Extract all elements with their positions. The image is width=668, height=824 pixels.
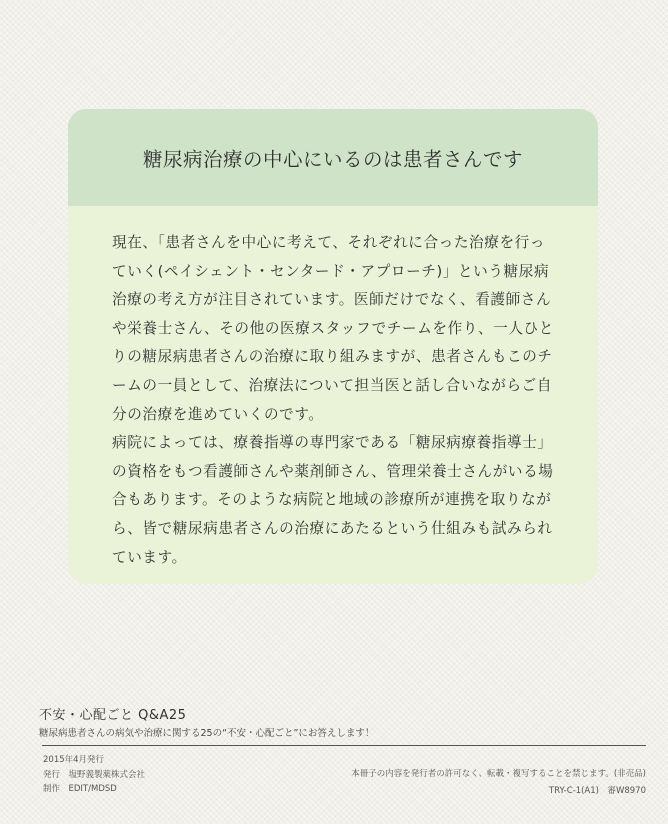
body-paragraph-1: 現在、「患者さんを中心に考えて、それぞれに合った治療を行っていく(ペイシェント・センタード・アプローチ)」という糖尿病治療の考え方が注目されています。医師だけでなく、看護師さんや栄養士さん、その他の医療スタッフでチームを作り、一人ひとりの糖尿病患者さんの治療に取り組みますが、患者さんもこのチームの一員として、治療法について担当医と話し合いながらご自分の治療を進めていくのです。 [112, 234, 554, 423]
footer-divider [42, 745, 646, 746]
colophon-right [351, 766, 646, 799]
body-paragraph-2: 病院によっては、療養指導の専門家である「糖尿病療養指導士」の資格をもつ看護師さんや薬剤師さん、管理栄養士さんがいる場合もあります。そのような病院と地域の診療所が連携を取りながら、皆で糖尿病患者さんの治療にあたるという仕組みも試みられています。 [112, 434, 554, 566]
publisher-line: 発行 塩野義製薬株式会社 [43, 769, 146, 780]
card-body [68, 206, 598, 572]
card-title: 糖尿病治療の中心にいるのは患者さんです [142, 147, 523, 171]
colophon [39, 753, 646, 801]
document-code: TRY-C-1(A1) 審W8970 [548, 785, 646, 796]
booklet-title: 不安・心配ごと Q&A25 [39, 708, 187, 723]
copyright-note: 本冊子の内容を発行者の許可なく、転載・複写することを禁じます。(非売品) [351, 769, 646, 779]
colophon-left [43, 753, 145, 797]
issued-date: 2015年4月発行 [43, 755, 105, 765]
content-card [68, 109, 598, 584]
footer [39, 704, 646, 801]
producer-line: 制作 EDIT/MDSD [43, 784, 117, 794]
booklet-subtitle: 糖尿病患者さんの病気や治療に関する25の“不安・心配ごと”にお答えします！ [39, 728, 375, 739]
card-header [68, 109, 598, 206]
